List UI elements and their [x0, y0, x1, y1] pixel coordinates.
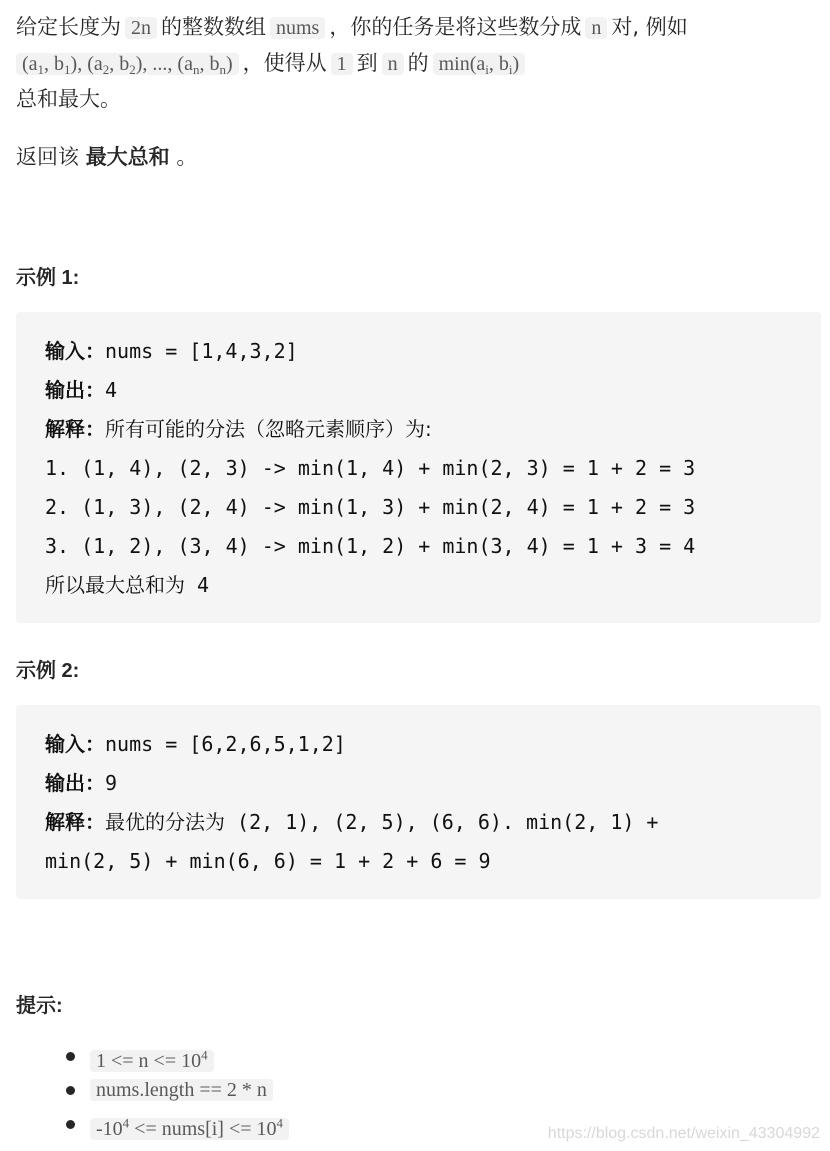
intro-text: 的整数数组	[161, 15, 266, 39]
example-1-heading: 示例 1:	[16, 267, 80, 289]
example-1-input: 输入：nums = [1,4,3,2]	[45, 339, 298, 363]
inline-code: $1 <= n <= 10^4$	[90, 1050, 214, 1072]
example-2-explanation: 解释：最优的分法为 (2, 1), (2, 5), (6, 6). min(2, 1) +	[45, 810, 659, 834]
example-1-output: 输出：4	[45, 378, 118, 402]
example-1-code-block	[16, 312, 821, 623]
return-text: 返回该	[16, 145, 79, 169]
tips-item	[0, 1106, 289, 1140]
inline-code-min: $\min(a_i$, $b_i$)	[433, 53, 526, 75]
inline-code-2n: 2n	[125, 17, 157, 39]
watermark: https://blog.csdn.net/weixin_43304992	[547, 1125, 820, 1142]
tips-item	[0, 1072, 289, 1106]
intro-text: 给定长度为	[16, 15, 121, 39]
intro-line-2	[12, 46, 529, 87]
example-2-explanation-cont: min(2, 5) + min(6, 6) = 1 + 2 + 6 = 9	[45, 849, 491, 873]
example-2-input: 输入：nums = [6,2,6,5,1,2]	[45, 732, 346, 756]
bullet-icon	[66, 1052, 75, 1061]
inline-code-1: 1	[331, 53, 353, 75]
tips-heading: 提示:	[16, 995, 63, 1017]
inline-code-nums: nums	[270, 17, 325, 39]
return-line	[16, 140, 197, 174]
example-2-output: 输出：9	[45, 771, 118, 795]
intro-text: ，你的任务是将这些数分成	[329, 15, 582, 39]
tips-item	[0, 1038, 289, 1072]
inline-code: $-10^4$ <= nums[i] <= $10^4$	[90, 1118, 289, 1140]
example-1-explanation: 解释：所有可能的分法（忽略元素顺序）为:	[45, 417, 432, 441]
example-1-line: 1. (1, 4), (2, 3) -> min(1, 4) + min(2, 3) = 1 + 2 = 3	[45, 456, 696, 480]
inline-code-n: n	[382, 53, 404, 75]
inline-code-pairs: ($a_1$, $b_1$), ($a_2$, $b_2$), ..., ($a_n$, $b_n$)	[16, 53, 239, 75]
tips-list	[0, 1038, 289, 1140]
intro-line-3: 总和最大。	[16, 87, 121, 111]
bullet-icon	[66, 1120, 75, 1129]
example-2-code-block	[16, 705, 821, 899]
intro-text: 对, 例如	[611, 15, 688, 39]
example-1-conclusion: 所以最大总和为 4	[45, 573, 210, 597]
intro-text: 到	[356, 51, 378, 75]
inline-code-n: n	[585, 17, 607, 39]
intro-text: 的	[407, 51, 429, 75]
example-2-heading: 示例 2:	[16, 660, 80, 682]
return-bold-text: 最大总和	[85, 145, 170, 169]
return-text: 。	[176, 145, 198, 169]
inline-code: nums.length == 2 * n	[90, 1079, 273, 1101]
intro-line-1	[16, 10, 688, 45]
example-1-line: 2. (1, 3), (2, 4) -> min(1, 3) + min(2, 4) = 1 + 2 = 3	[45, 495, 696, 519]
bullet-icon	[66, 1086, 75, 1095]
intro-text: ，使得从	[242, 51, 327, 75]
example-1-line: 3. (1, 2), (3, 4) -> min(1, 2) + min(3, 4) = 1 + 3 = 4	[45, 534, 696, 558]
